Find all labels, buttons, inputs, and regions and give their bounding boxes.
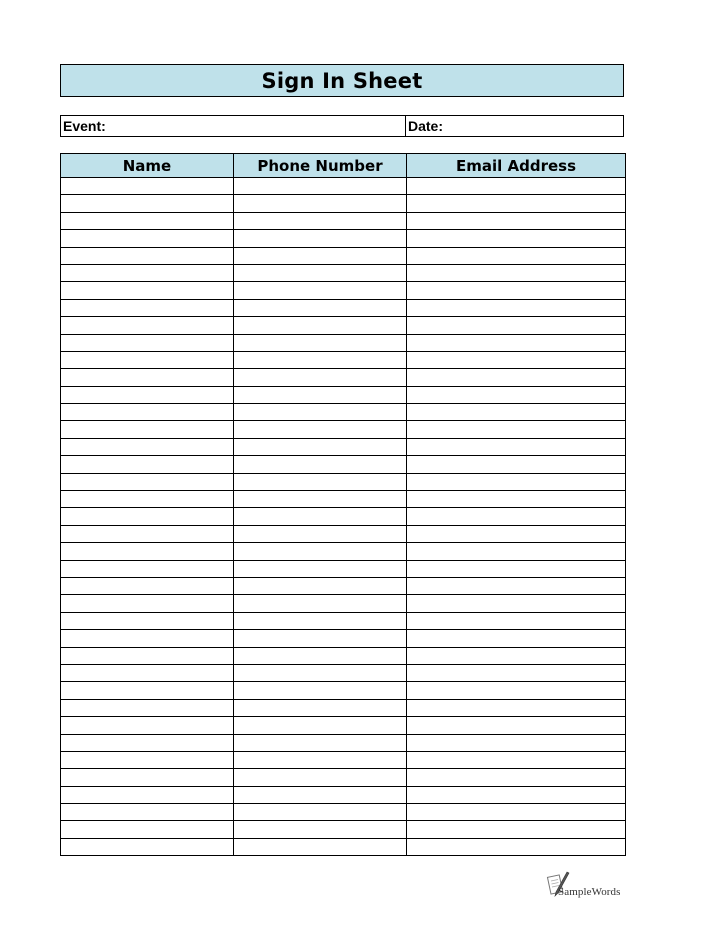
table-row bbox=[61, 612, 626, 629]
name-cell[interactable] bbox=[61, 456, 234, 473]
phone-cell[interactable] bbox=[234, 612, 407, 629]
phone-cell[interactable] bbox=[234, 647, 407, 664]
email-cell[interactable] bbox=[407, 717, 626, 734]
email-cell[interactable] bbox=[407, 595, 626, 612]
table-row bbox=[61, 421, 626, 438]
phone-cell[interactable] bbox=[234, 838, 407, 855]
table-row bbox=[61, 456, 626, 473]
email-cell[interactable] bbox=[407, 351, 626, 368]
sign-in-table bbox=[60, 153, 626, 856]
name-cell[interactable] bbox=[61, 369, 234, 386]
table-row bbox=[61, 838, 626, 855]
email-cell[interactable] bbox=[407, 612, 626, 629]
table-row bbox=[61, 717, 626, 734]
name-cell[interactable] bbox=[61, 595, 234, 612]
phone-cell[interactable] bbox=[234, 369, 407, 386]
date-field[interactable] bbox=[406, 116, 623, 136]
table-body bbox=[61, 178, 626, 856]
table-row bbox=[61, 664, 626, 681]
phone-cell[interactable] bbox=[234, 491, 407, 508]
table-row bbox=[61, 647, 626, 664]
table-row bbox=[61, 386, 626, 403]
email-cell[interactable] bbox=[407, 334, 626, 351]
phone-cell[interactable] bbox=[234, 804, 407, 821]
phone-cell[interactable] bbox=[234, 456, 407, 473]
email-cell[interactable] bbox=[407, 630, 626, 647]
name-cell[interactable] bbox=[61, 560, 234, 577]
phone-cell[interactable] bbox=[234, 699, 407, 716]
phone-cell[interactable] bbox=[234, 264, 407, 281]
email-cell[interactable] bbox=[407, 386, 626, 403]
name-cell[interactable] bbox=[61, 717, 234, 734]
table-row bbox=[61, 525, 626, 542]
email-cell[interactable] bbox=[407, 664, 626, 681]
phone-cell[interactable] bbox=[234, 404, 407, 421]
email-cell[interactable] bbox=[407, 438, 626, 455]
email-cell[interactable] bbox=[407, 421, 626, 438]
name-cell[interactable] bbox=[61, 195, 234, 212]
name-cell[interactable] bbox=[61, 421, 234, 438]
name-cell[interactable] bbox=[61, 230, 234, 247]
phone-cell[interactable] bbox=[234, 595, 407, 612]
email-cell[interactable] bbox=[407, 473, 626, 490]
phone-cell[interactable] bbox=[234, 508, 407, 525]
email-cell[interactable] bbox=[407, 577, 626, 594]
phone-cell[interactable] bbox=[234, 230, 407, 247]
phone-cell[interactable] bbox=[234, 386, 407, 403]
phone-cell[interactable] bbox=[234, 351, 407, 368]
name-cell[interactable] bbox=[61, 351, 234, 368]
column-header-phone: Phone Number bbox=[234, 154, 407, 178]
name-cell[interactable] bbox=[61, 404, 234, 421]
name-cell[interactable] bbox=[61, 751, 234, 768]
phone-cell[interactable] bbox=[234, 525, 407, 542]
phone-cell[interactable] bbox=[234, 178, 407, 195]
name-cell[interactable] bbox=[61, 821, 234, 838]
name-cell[interactable] bbox=[61, 334, 234, 351]
samplewords-watermark bbox=[544, 870, 628, 904]
table-row bbox=[61, 682, 626, 699]
email-cell[interactable] bbox=[407, 247, 626, 264]
name-cell[interactable] bbox=[61, 282, 234, 299]
table-row bbox=[61, 178, 626, 195]
table-row bbox=[61, 491, 626, 508]
table-row bbox=[61, 404, 626, 421]
table-row bbox=[61, 508, 626, 525]
name-cell[interactable] bbox=[61, 577, 234, 594]
phone-cell[interactable] bbox=[234, 421, 407, 438]
email-cell[interactable] bbox=[407, 491, 626, 508]
email-cell[interactable] bbox=[407, 404, 626, 421]
phone-cell[interactable] bbox=[234, 299, 407, 316]
phone-cell[interactable] bbox=[234, 630, 407, 647]
event-date-row bbox=[60, 115, 624, 137]
phone-cell[interactable] bbox=[234, 317, 407, 334]
table-row bbox=[61, 699, 626, 716]
table-row bbox=[61, 630, 626, 647]
phone-cell[interactable] bbox=[234, 786, 407, 803]
phone-cell[interactable] bbox=[234, 734, 407, 751]
email-cell[interactable] bbox=[407, 682, 626, 699]
email-cell[interactable] bbox=[407, 525, 626, 542]
phone-cell[interactable] bbox=[234, 247, 407, 264]
table-row bbox=[61, 821, 626, 838]
table-row bbox=[61, 751, 626, 768]
phone-cell[interactable] bbox=[234, 543, 407, 560]
email-cell[interactable] bbox=[407, 647, 626, 664]
email-cell[interactable] bbox=[407, 282, 626, 299]
email-cell[interactable] bbox=[407, 838, 626, 855]
name-cell[interactable] bbox=[61, 525, 234, 542]
phone-cell[interactable] bbox=[234, 577, 407, 594]
name-cell[interactable] bbox=[61, 647, 234, 664]
email-cell[interactable] bbox=[407, 508, 626, 525]
name-cell[interactable] bbox=[61, 247, 234, 264]
email-cell[interactable] bbox=[407, 699, 626, 716]
phone-cell[interactable] bbox=[234, 821, 407, 838]
email-cell[interactable] bbox=[407, 543, 626, 560]
event-field[interactable] bbox=[61, 116, 406, 136]
name-cell[interactable] bbox=[61, 317, 234, 334]
name-cell[interactable] bbox=[61, 299, 234, 316]
name-cell[interactable] bbox=[61, 473, 234, 490]
name-cell[interactable] bbox=[61, 178, 234, 195]
email-cell[interactable] bbox=[407, 369, 626, 386]
email-cell[interactable] bbox=[407, 804, 626, 821]
sheet-title: Sign In Sheet bbox=[261, 68, 423, 93]
name-cell[interactable] bbox=[61, 612, 234, 629]
name-cell[interactable] bbox=[61, 734, 234, 751]
column-header-name: Name bbox=[61, 154, 234, 178]
table-header-row bbox=[61, 154, 626, 178]
email-cell[interactable] bbox=[407, 230, 626, 247]
table-row bbox=[61, 247, 626, 264]
phone-cell[interactable] bbox=[234, 664, 407, 681]
email-cell[interactable] bbox=[407, 264, 626, 281]
phone-cell[interactable] bbox=[234, 334, 407, 351]
phone-cell[interactable] bbox=[234, 438, 407, 455]
email-cell[interactable] bbox=[407, 212, 626, 229]
name-cell[interactable] bbox=[61, 212, 234, 229]
email-cell[interactable] bbox=[407, 178, 626, 195]
table-row bbox=[61, 282, 626, 299]
table-row bbox=[61, 786, 626, 803]
email-cell[interactable] bbox=[407, 299, 626, 316]
phone-cell[interactable] bbox=[234, 769, 407, 786]
name-cell[interactable] bbox=[61, 491, 234, 508]
name-cell[interactable] bbox=[61, 664, 234, 681]
name-cell[interactable] bbox=[61, 699, 234, 716]
name-cell[interactable] bbox=[61, 630, 234, 647]
watermark-text: SampleWords bbox=[558, 886, 621, 898]
name-cell[interactable] bbox=[61, 769, 234, 786]
table-row bbox=[61, 560, 626, 577]
table-row bbox=[61, 734, 626, 751]
name-cell[interactable] bbox=[61, 838, 234, 855]
phone-cell[interactable] bbox=[234, 560, 407, 577]
table-row bbox=[61, 595, 626, 612]
name-cell[interactable] bbox=[61, 804, 234, 821]
table-row bbox=[61, 543, 626, 560]
email-cell[interactable] bbox=[407, 821, 626, 838]
table-row bbox=[61, 264, 626, 281]
phone-cell[interactable] bbox=[234, 195, 407, 212]
phone-cell[interactable] bbox=[234, 682, 407, 699]
name-cell[interactable] bbox=[61, 682, 234, 699]
name-cell[interactable] bbox=[61, 386, 234, 403]
table-row bbox=[61, 769, 626, 786]
name-cell[interactable] bbox=[61, 264, 234, 281]
email-cell[interactable] bbox=[407, 786, 626, 803]
table-row bbox=[61, 351, 626, 368]
table-row bbox=[61, 212, 626, 229]
email-cell[interactable] bbox=[407, 734, 626, 751]
table-row bbox=[61, 317, 626, 334]
email-cell[interactable] bbox=[407, 769, 626, 786]
sheet-title-box bbox=[60, 64, 624, 97]
email-cell[interactable] bbox=[407, 317, 626, 334]
column-header-email: Email Address bbox=[407, 154, 626, 178]
phone-cell[interactable] bbox=[234, 212, 407, 229]
email-cell[interactable] bbox=[407, 560, 626, 577]
phone-cell[interactable] bbox=[234, 717, 407, 734]
table-row bbox=[61, 369, 626, 386]
table-row bbox=[61, 804, 626, 821]
date-label: Date: bbox=[408, 118, 444, 134]
phone-cell[interactable] bbox=[234, 282, 407, 299]
table-row bbox=[61, 438, 626, 455]
phone-cell[interactable] bbox=[234, 473, 407, 490]
table-row bbox=[61, 299, 626, 316]
phone-cell[interactable] bbox=[234, 751, 407, 768]
name-cell[interactable] bbox=[61, 543, 234, 560]
table-row bbox=[61, 334, 626, 351]
email-cell[interactable] bbox=[407, 456, 626, 473]
table-row bbox=[61, 473, 626, 490]
table-row bbox=[61, 195, 626, 212]
email-cell[interactable] bbox=[407, 195, 626, 212]
name-cell[interactable] bbox=[61, 508, 234, 525]
name-cell[interactable] bbox=[61, 438, 234, 455]
name-cell[interactable] bbox=[61, 786, 234, 803]
event-label: Event: bbox=[63, 118, 106, 134]
table-row bbox=[61, 230, 626, 247]
table-row bbox=[61, 577, 626, 594]
email-cell[interactable] bbox=[407, 751, 626, 768]
